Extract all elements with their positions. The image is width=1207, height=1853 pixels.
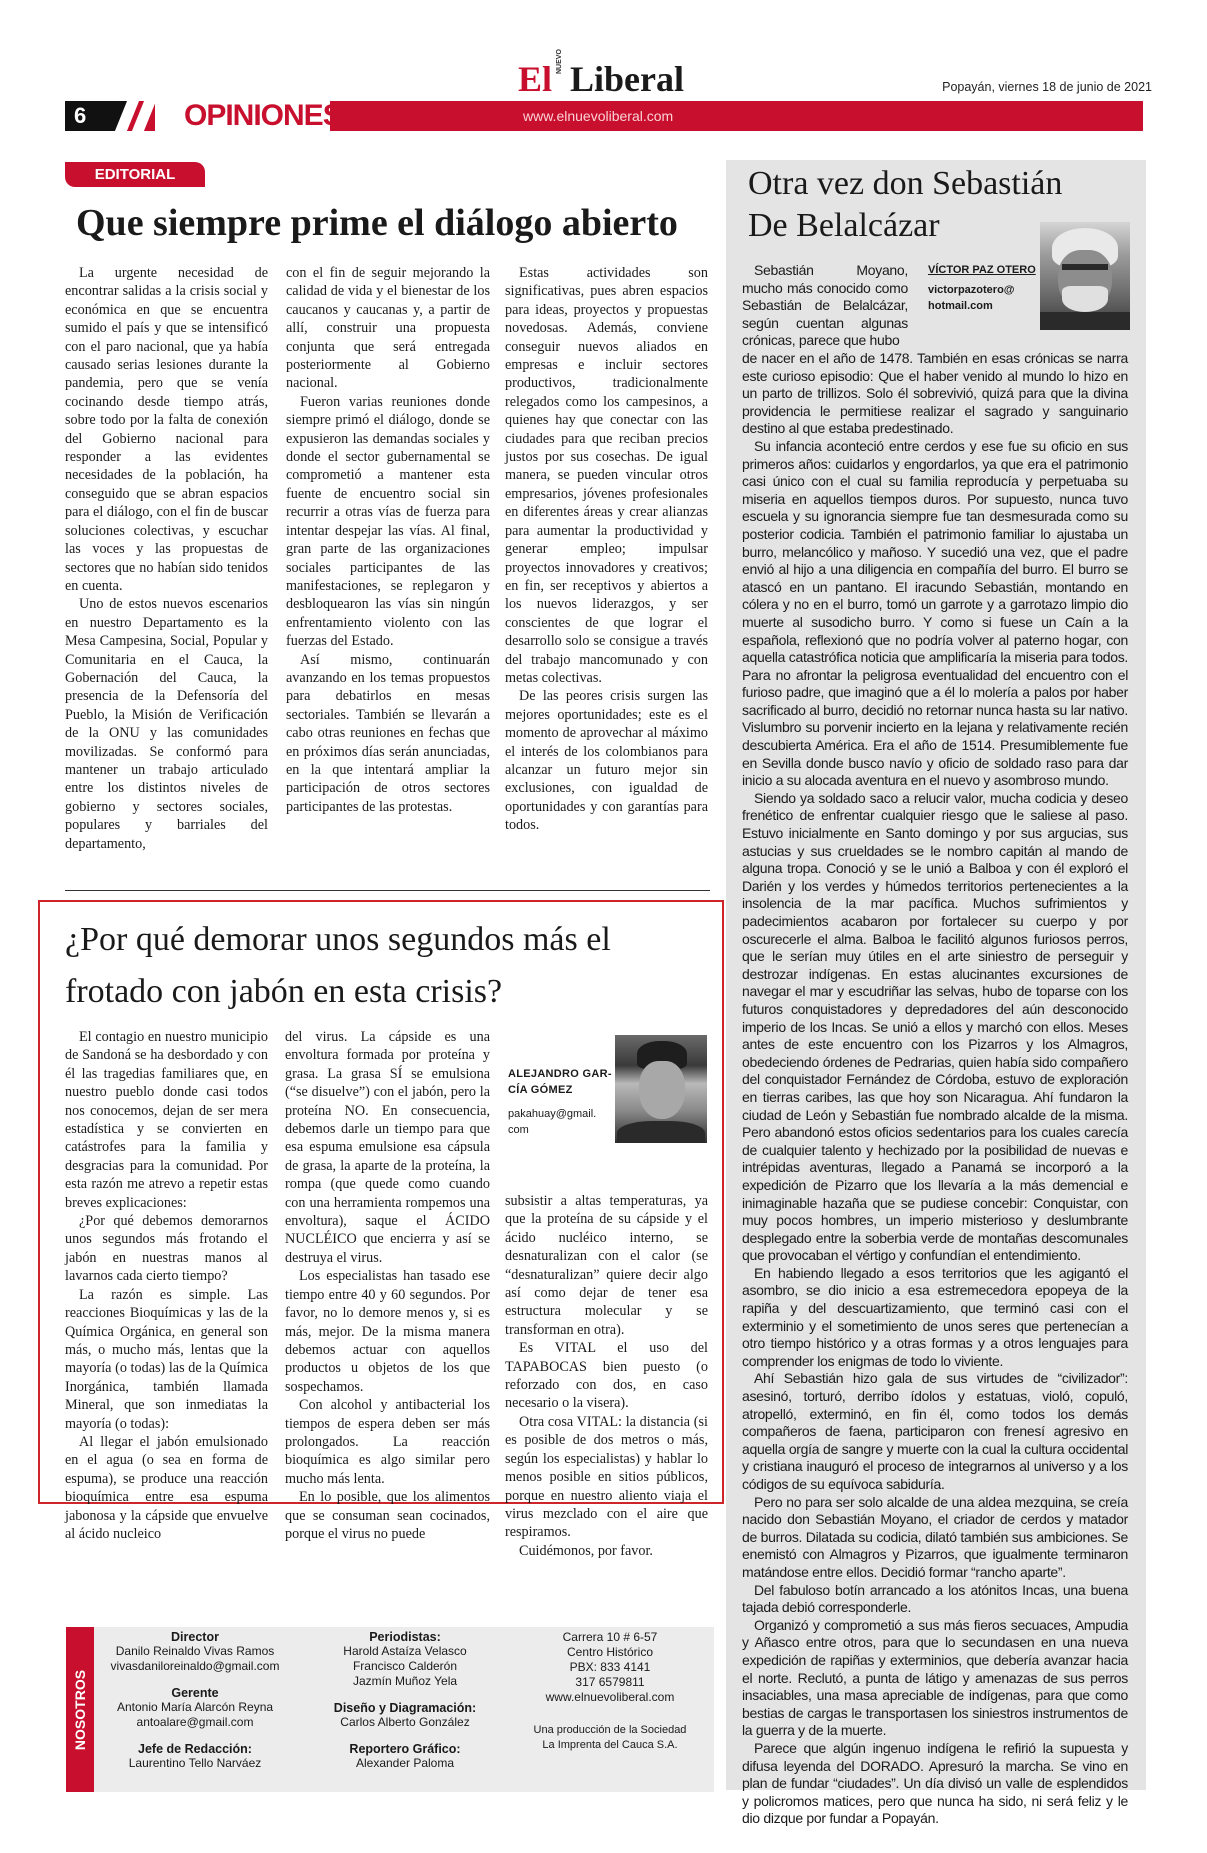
- belalcazar-author-email: [928, 282, 1015, 314]
- address-line: Carrera 10 # 6-57: [562, 1630, 658, 1644]
- paragraph: Otra cosa VITAL: la distancia (si es posible de dos metros o más, según los especialistas) y hablar lo menos posible en sitios públicos, porque en nuestro aliento viaja el virus mezclado con el aire que respiramos.: [505, 1413, 708, 1541]
- paragraph: La urgente necesidad de encontrar salidas a la crisis social y económica en que se encuentra sumido el país y que se intensificó con el paro nacional, que ya había causado serias lesiones durante la pandemia, pero que se venía cocinando desde tiempo atrás, sobre todo por la falta de conexión del Gobierno nacional para responder a las evidentes necesidades de la población, ha conseguido que se abran espacios para el diálogo, con el fin de buscar soluciones colectivas, y escuchar las voces y las propuestas de sectores que no habían sido tenidos en cuenta.: [65, 265, 268, 594]
- staff-col-2: [320, 1630, 490, 1771]
- website: www.elnuevoliberal.com: [523, 108, 674, 124]
- paragraph: Pero no para ser solo alcalde de una aldea mezquina, se creía nacido don Sebastián Moyano, el criador de cerdos y matador de burros. Dilatada su codicia, dilató también sus ambiciones. Se enemistó con Almagros y Pizarros, que igualmente terminaron matándose entre ellos. Decidió formar “rancho aparte”.: [742, 1493, 1128, 1580]
- author-photo: [1040, 222, 1130, 330]
- paragraph: subsistir a altas temperaturas, ya que la proteína de su cápside y el ácido nucléico interno, se desnaturalizan con el calor (se “desnaturalizan” quiere decir algo así como dejar de tener esa estructura molecular y se transforman en otra).: [505, 1193, 708, 1338]
- address-line: 317 6579811: [575, 1675, 645, 1689]
- periodista-name: Jazmín Muñoz Yela: [352, 1674, 458, 1688]
- director-heading: Director: [171, 1630, 219, 1644]
- jefe-heading: Jefe de Redacción:: [138, 1742, 252, 1756]
- editorial-col-3: [505, 264, 708, 835]
- belalcazar-body: [742, 350, 1128, 1828]
- page-number: 6: [74, 103, 87, 128]
- reportero-name: Alexander Paloma: [355, 1756, 455, 1770]
- paragraph: Organizó y comprometió a sus más fieros secuaces, Ampudia y Añasco entre otros, para que lo secundasen en una nueva expedición de rapiñas y exterminios, que debería avanzar hacia el norte. Reclutó, a punta de látigo y amenazas de sus perros insaciables, una masa apreciable de indígenas, para que como bestias de cargas le transportasen los siniestros instrumentos de la guerra y de la muerte.: [742, 1616, 1128, 1739]
- reportero-heading: Reportero Gráfico:: [349, 1742, 461, 1756]
- paragraph: En lo posible, que los alimentos que se consuman sean cocinados, porque el virus no puede: [285, 1489, 490, 1542]
- belalcazar-title-line-1: Otra vez don Sebastián: [748, 165, 1063, 202]
- production-line: Una producción de la Sociedad: [533, 1724, 687, 1736]
- soap-column-title-line-2: frotado con jabón en esta crisis?: [65, 973, 503, 1010]
- paragraph: Parece que algún ingenuo indígena le refirió la supuesta y difusa leyenda del DORADO. Apresuró la marcha. Se vino en plan de fundar “ciudades”. Un día divisó un valle de esplendidos y policromos matices, pero que nunca ha sido, ni será feliz y le dio dizque por fundar a Popayán.: [742, 1739, 1128, 1827]
- paragraph: Fueron varias reuniones donde siempre primó el diálogo, donde se expusieron las demandas sociales y donde el sector gubernamental se comprometió a mantener esta fuente de encuentro social sin recurrir a otras vías de fuerza para intentar despejar las vías. Al final, gran parte de las organizaciones sociales participantes de las manifestaciones, se replegaron y desbloquearon las vías sin ningún enfrentamiento violento con las fuerzas del Estado.: [286, 393, 490, 650]
- paragraph: Del fabuloso botín arrancado a los atónitos Incas, una buena tajada debió corresponderle.: [742, 1581, 1128, 1616]
- periodista-name: Francisco Calderón: [352, 1659, 458, 1673]
- director-name: Danilo Reinaldo Vivas Ramos: [115, 1644, 275, 1658]
- gerente-heading: Gerente: [171, 1686, 219, 1700]
- paragraph: del virus. La cápside es una envoltura formada por proteína y grasa. La grasa SÍ se emulsiona (“se disuelve”) con el jabón, pero la proteína NO. En consecuencia, debemos darle un tiempo para que esa espuma emulsione esa cápsula de grasa, la aparte de la proteína, la rompa (que quede como cuando con una herramienta rompemos una envoltura), saque el ÁCIDO NUCLÉICO que encierra y así se destruya el virus.: [285, 1029, 490, 1266]
- logo-el: El: [518, 59, 553, 99]
- paragraph: Ahí Sebastián hizo gala de sus virtudes de “civilizador”: asesinó, torturó, derribo ídolos y estatuas, violó, copuló, atropelló, exterminó, en fin él, como todos los demás compañeros de faena, participaron con frenesí agresivo en aquella orgía de sangre y muerte con la cual la cultura occidental y cristiana inauguró el proceso de integrarnos al universo y a los códigos de su equívoca sabiduría.: [742, 1370, 1128, 1492]
- editorial-title: Que siempre prime el diálogo abierto: [76, 202, 678, 244]
- soap-col-3: [505, 1192, 708, 1560]
- staff-tab-label: NOSOTROS: [72, 1669, 88, 1751]
- paragraph: Así mismo, continuarán avanzando en los temas propuestos para debatirlos en mesas sectoriales. También se llevarán a cabo otras reuniones en fechas que en próximos días serán anunciadas, en la que intentará ampliar la participación de otros sectores participantes de las protestas.: [286, 651, 490, 815]
- periodistas-heading: Periodistas:: [369, 1630, 441, 1644]
- address-line: PBX: 833 4141: [569, 1660, 651, 1674]
- paragraph: Su infancia aconteció entre cerdos y ese fue su oficio en sus primeros años: cuidarlos y engordarlos, ya que era el patrimonio casi único con el cual su familia reproducía y perpetuaba su miseria en aquellos tiempos duros. Por supuesto, nunca tuvo escuela y su ignorancia siempre fue tan desmesurada como su posterior codicia. También el patrimonio familiar lo ajustaba un burro, melancólico y mañoso. Y sucedió una vez, que el padre envió al hijo a una diligencia en compañía del burro. El burro se atascó en un pantano. El iracundo Sebastián, montando en cólera y no en el burro, tomó un garrote y a garrotazo limpio dio muerte al susodicho burro. Y como si fuese un Caín a la española, reflexionó que no podría volver al paterno hogar, con aquella catastrófica noticia que amplificaría la miseria para todos. Para no afrontar la peligrosa eventualidad del encuentro con el furioso padre, que imaginó que a él lo molería a palos por haber sacrificado al burro, decidió no retornar nunca hasta su lar nativo. Vislumbro su porvenir incierto en la lejana y relativamente recién descubierta América. Era el año de 1514. Presumiblemente fue en Sevilla donde busco navío y oficio de soldado raso para dar inicio a su alocada aventura en el nuevo y asombroso mundo.: [742, 437, 1128, 789]
- date-line: Popayán, viernes 18 de junio de 2021: [942, 80, 1152, 94]
- editorial-col-2: [286, 264, 490, 816]
- staff-col-3: [520, 1630, 700, 1753]
- editorial-tag: EDITORIAL: [65, 162, 205, 187]
- logo-liberal: Liberal: [570, 59, 684, 99]
- production-line: La Imprenta del Cauca S.A.: [542, 1739, 678, 1751]
- paragraph: Uno de estos nuevos escenarios en nuestro Departamento es la Mesa Campesina, Social, Popular y Comunitaria en el Cauca, la Gobernación del Cauca, la presencia de la Defensoría del Pueblo, la Misión de Verificación de la ONU y las comunidades movilizadas. Se conformó para mantener un trabajo articulado entre los distintos niveles de gobierno y sectores sociales, populares y barriales del departamento,: [65, 596, 268, 852]
- paragraph: ¿Por qué debemos demorarnos unos segundos más frotando el jabón en nuestras manos al lavarnos cada cierto tiempo?: [65, 1213, 268, 1285]
- address-line: www.elnuevoliberal.com: [545, 1690, 675, 1704]
- soap-column-title-line-1: ¿Por qué demorar unos segundos más el: [65, 921, 611, 958]
- jefe-name: Laurentino Tello Narváez: [128, 1756, 262, 1770]
- gerente-name: Antonio María Alarcón Reyna: [116, 1700, 274, 1714]
- paragraph: La razón es simple. Las reacciones Bioquímicas y las de la Química Orgánica, en general son más, o mucho más, lentas que la mayoría (o todas) las de la Química Inorgánica, también llamada Mineral, que son inmediatas la mayoría (o todas):: [65, 1286, 268, 1432]
- periodista-name: Harold Astaíza Velasco: [343, 1644, 467, 1658]
- editorial-col-1: [65, 264, 268, 853]
- author-email-line: hotmail.com: [928, 300, 993, 312]
- staff-col-1: [110, 1630, 280, 1771]
- belalcazar-author-name: VÍCTOR PAZ OTERO: [928, 264, 1036, 276]
- paragraph: Con alcohol y antibacterial los tiempos de espera deben ser más prolongados. La reacción bioquímica es algo similar pero mucho más lenta.: [285, 1397, 490, 1487]
- paragraph: Al llegar el jabón emulsionado en el agua (o sea en forma de espuma), se produce una reacción bioquímica entre esa espuma jabonosa y la cápside que envuelve al ácido nucleico: [65, 1433, 268, 1542]
- author-email-line: com: [508, 1124, 529, 1136]
- author-photo: [615, 1035, 707, 1143]
- director-email: vivasdaniloreinaldo@gmail.com: [110, 1659, 280, 1673]
- paragraph: de nacer en el año de 1478. También en esas crónicas se narra este curioso episodio: Que el haber venido al mundo lo hizo en un parto de trillizos. Solo él sobrevivió, quizá para que la divina providencia le permitiese realizar el sagrado y sanguinario destino al que estaba predestinado.: [742, 350, 1128, 437]
- belalcazar-intro: Sebastián Moyano, mucho más conocido como Sebastián de Belalcázar, según cuentan algunas crónicas, parece que hubo: [742, 262, 908, 349]
- paragraph: Los especialistas han tasado ese tiempo entre 40 y 60 segundos. Por favor, no lo demore menos y, si es más, mejor. De la misma manera debemos actuar con aquellos productos u objetos de los que sospechamos.: [285, 1268, 490, 1395]
- divider: [65, 890, 710, 891]
- paragraph: con el fin de seguir mejorando la calidad de vida y el bienestar de los caucanos y caucanas y, a partir de allí, construir una propuesta conjunta que será entregada posteriormente al Gobierno nacional.: [286, 265, 490, 392]
- section-label: OPINIONES: [184, 99, 342, 132]
- paragraph: Estas actividades son significativas, pues abren espacios para ideas, proyectos y propuestas novedosas. Además, conviene conseguir nuevos aliados en empresas e incluir sectores productivos, tradicionalmente relegados como los campesinos, a quienes hay que conectar con las ciudades para que reciban precios justos por sus cosechas. De igual manera, se pueden vincular otros empresarios, jóvenes profesionales en diferentes áreas y crear alianzas para aumentar la productividad y generar empleo; impulsar proyectos innovadores y creativos; en fin, ser receptivos y abiertos a los nuevos liderazgos, y ser conscientes de que lograr el desarrollo solo se consigue a través del trabajo mancomunado y con metas colectivas.: [505, 265, 708, 686]
- author-name-line: CÍA GÓMEZ: [508, 1084, 573, 1096]
- paragraph: Siendo ya soldado saco a relucir valor, mucha codicia y deseo frenético de enfrentar cualquier riesgo que le saliese al paso. Estuvo inicialmente en Santo domingo y por sus argucias, sus astucias y sus crueldades se le nombro capitán al mando de alguna tropa. Conoció y se le unió a Balboa y con él exploró el Darién y los verdes y húmedos territorios pertenecientes a la insolencia de la mar pacífica. Muchos sufrimientos y padecimientos acabaron por fortalecer su cuerpo y por oscurecerle el alma. Balboa le facilitó algunos furiosos perros, que le serían muy útiles en el arte siniestro de perseguir y destrozar indígenas. En estas alucinantes excursiones de navegar el mar y escudriñar las selvas, hubo de toparse con los futuros conquistadores y depredadores del aún desconocido imperio de los Incas. Se unió a ellos y marchó con ellos. Meses antes de este encuentro con los Pizarros y los Almagros, obedeciendo órdenes de Pedrarias, quien había sido compañero del conquistador Fernández de Córdoba, estuvo de exploración en tierras caribes, las que hoy son Nicaragua. Ahí fundaron la ciudad de León y Sebastián fue nombrado alcalde de la misma. Pero abandonó estos oficios sedentarios para los cuales carecía de cualquier talento y hechizado por la posibilidad de nuevas e intrépidas aventuras, llegado a Panamá se incorporó a la expedición de Pizarro que los llevaría a la más demencial e inimaginable hazaña que se pudiese concebir: Conquistar, con muy pocos hombres, un imperio misterioso y deslumbrante desplegado entre la soberbia verde de montañas descomunales que provocaban el vértigo y confundían el entendimiento.: [742, 789, 1128, 1264]
- diseno-heading: Diseño y Diagramación:: [333, 1701, 477, 1715]
- soap-author-email: [508, 1106, 596, 1138]
- masthead-logo: [518, 49, 694, 100]
- paragraph: El contagio en nuestro municipio de Sandoná se ha desbordado y con él las tragedias familiares que, en nuestro pueblo donde casi todos nos conocemos, dejan de ser mera estadística y se convierten en catástrofes para la familia y desgracias para la comunidad. Por esta razón me atrevo a repetir estas breves explicaciones:: [65, 1029, 268, 1211]
- author-name-line: ALEJANDRO GAR-: [508, 1068, 612, 1080]
- author-email-line: victorpazotero@: [928, 284, 1015, 296]
- belalcazar-title-line-2: De Belalcázar: [748, 207, 940, 244]
- soap-author-name: [508, 1066, 612, 1098]
- soap-col-1: [65, 1028, 268, 1543]
- soap-col-2: [285, 1028, 490, 1543]
- diseno-name: Carlos Alberto González: [340, 1715, 470, 1729]
- paragraph: Es VITAL el uso del TAPABOCAS bien puesto (o reforzado con dos, en caso necesario o la visera).: [505, 1340, 708, 1412]
- gerente-email: antoalare@gmail.com: [136, 1715, 254, 1729]
- address-line: Centro Histórico: [566, 1645, 654, 1659]
- logo-nuevo: NUEVO: [556, 49, 563, 74]
- paragraph: Cuidémonos, por favor.: [519, 1542, 653, 1559]
- paragraph: De las peores crisis surgen las mejores oportunidades; este es el momento de aprovechar al máximo el interés de los colombianos para alcanzar un futuro mejor sin exclusiones, con igualdad de oportunidades y con garantías para todos.: [505, 688, 708, 834]
- paragraph: En habiendo llegado a esos territorios que les agigantó el asombro, se dio inicio a esa estremecedora epopeya de la rapiña y del descuartizamiento, que terminó casi con el exterminio y el sometimiento de unos seres que pertenecían a otro tiempo histórico y a otras formas y a otros lenguajes para comprender los enigmas de todo lo viviente.: [742, 1264, 1128, 1369]
- author-email-line: pakahuay@gmail.: [508, 1108, 597, 1120]
